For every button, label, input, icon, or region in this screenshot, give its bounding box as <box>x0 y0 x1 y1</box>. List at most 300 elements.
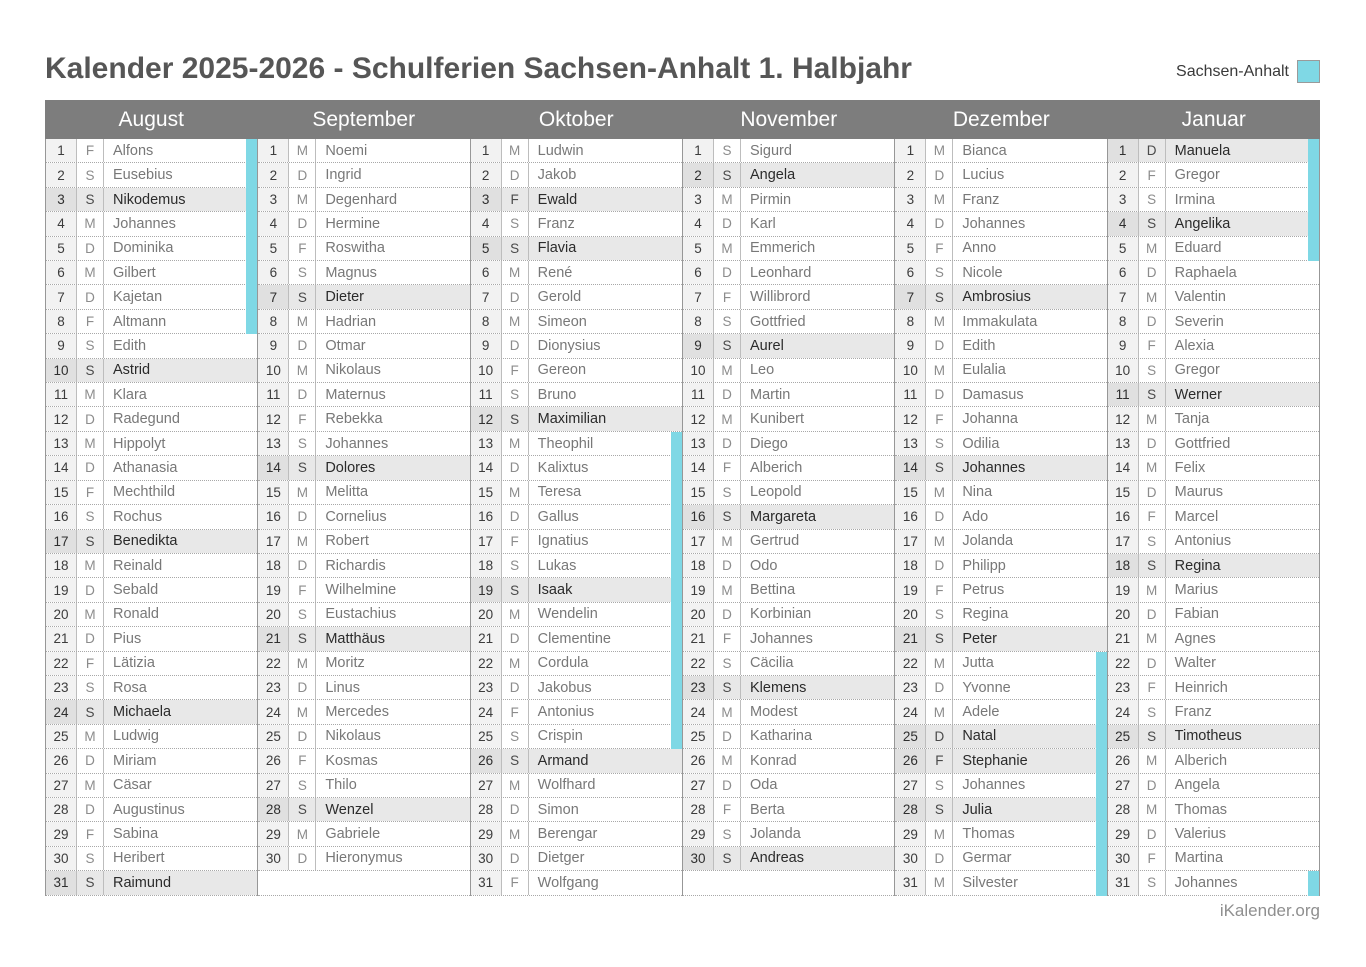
name-day-label: Agnes <box>1166 627 1319 650</box>
weekday-letter: D <box>77 578 104 601</box>
day-number: 7 <box>46 285 77 308</box>
day-number: 5 <box>683 237 714 260</box>
day-number: 29 <box>46 822 77 845</box>
weekday-letter: F <box>77 652 104 675</box>
name-day-label: Kosmas <box>316 749 469 772</box>
day-number: 18 <box>895 554 926 577</box>
weekday-letter: M <box>714 188 741 211</box>
day-number: 21 <box>683 627 714 650</box>
ferien-marker <box>1096 676 1107 700</box>
day-number: 3 <box>683 188 714 211</box>
day-number: 3 <box>1108 188 1139 211</box>
day-number: 28 <box>46 798 77 821</box>
weekday-letter: S <box>502 383 529 406</box>
weekday-letter: M <box>289 188 316 211</box>
day-row <box>683 407 894 431</box>
day-number: 29 <box>683 822 714 845</box>
day-row <box>471 481 682 505</box>
day-row <box>683 505 894 529</box>
name-day-label: Raphaela <box>1166 261 1319 284</box>
day-row <box>471 554 682 578</box>
day-row <box>895 627 1106 651</box>
day-row <box>1108 261 1319 285</box>
weekday-letter: M <box>1139 237 1166 260</box>
ferien-marker <box>1308 871 1319 895</box>
day-number: 8 <box>895 310 926 333</box>
ferien-marker <box>1308 163 1319 187</box>
name-day-label: Nikodemus <box>104 188 257 211</box>
day-row <box>895 676 1106 700</box>
day-number: 10 <box>683 359 714 382</box>
weekday-letter: S <box>1139 871 1166 894</box>
day-number: 6 <box>1108 261 1139 284</box>
weekday-letter: M <box>926 310 953 333</box>
day-number: 9 <box>471 334 502 357</box>
day-row <box>471 725 682 749</box>
day-row <box>46 334 257 358</box>
day-row <box>258 188 469 212</box>
day-row <box>471 334 682 358</box>
name-day-label: Martina <box>1166 847 1319 870</box>
day-number: 12 <box>895 407 926 430</box>
day-row <box>258 725 469 749</box>
name-day-label: Wilhelmine <box>316 578 469 601</box>
weekday-letter: D <box>926 676 953 699</box>
name-day-label: Matthäus <box>316 627 469 650</box>
day-number: 9 <box>895 334 926 357</box>
day-number: 29 <box>895 822 926 845</box>
day-number: 1 <box>683 139 714 162</box>
name-day-label: Kunibert <box>741 407 894 430</box>
weekday-letter: M <box>502 432 529 455</box>
weekday-letter: D <box>77 285 104 308</box>
day-row <box>1108 725 1319 749</box>
day-number: 7 <box>471 285 502 308</box>
weekday-letter: M <box>77 383 104 406</box>
name-day-label: Nikolaus <box>316 359 469 382</box>
day-number: 22 <box>46 652 77 675</box>
name-day-label: Valerius <box>1166 822 1319 845</box>
day-row <box>895 139 1106 163</box>
day-row <box>46 578 257 602</box>
weekday-letter: D <box>77 456 104 479</box>
name-day-label: Nicole <box>953 261 1106 284</box>
name-day-label: Korbinian <box>741 603 894 626</box>
name-day-label: Roswitha <box>316 237 469 260</box>
day-number: 21 <box>895 627 926 650</box>
day-number: 17 <box>1108 530 1139 553</box>
name-day-label: Karl <box>741 212 894 235</box>
day-row <box>1108 505 1319 529</box>
name-day-label: Wenzel <box>316 798 469 821</box>
name-day-label: Angelika <box>1166 212 1319 235</box>
name-day-label: Magnus <box>316 261 469 284</box>
weekday-letter: S <box>77 676 104 699</box>
day-number: 16 <box>683 505 714 528</box>
day-number: 27 <box>683 774 714 797</box>
day-number: 5 <box>895 237 926 260</box>
weekday-letter: S <box>1139 383 1166 406</box>
day-row <box>683 481 894 505</box>
name-day-label: Ronald <box>104 603 257 626</box>
name-day-label: Anno <box>953 237 1106 260</box>
day-number: 18 <box>683 554 714 577</box>
day-number: 20 <box>895 603 926 626</box>
day-number: 18 <box>1108 554 1139 577</box>
name-day-label: Regina <box>1166 554 1319 577</box>
weekday-letter: S <box>289 774 316 797</box>
ferien-marker <box>671 456 682 480</box>
weekday-letter: D <box>926 334 953 357</box>
ferien-marker <box>246 310 257 334</box>
weekday-letter: M <box>926 871 953 894</box>
month-header-august: August <box>118 107 184 131</box>
day-number: 25 <box>895 725 926 748</box>
day-number: 26 <box>46 749 77 772</box>
day-number: 3 <box>471 188 502 211</box>
day-row <box>46 481 257 505</box>
day-row <box>1108 676 1319 700</box>
weekday-letter: S <box>926 285 953 308</box>
name-day-label: Hieronymus <box>316 847 469 870</box>
name-day-label: Ludwig <box>104 725 257 748</box>
day-row <box>683 578 894 602</box>
day-row <box>258 432 469 456</box>
day-number: 9 <box>1108 334 1139 357</box>
day-row <box>258 822 469 846</box>
name-day-label: Antonius <box>1166 530 1319 553</box>
weekday-letter: D <box>502 334 529 357</box>
weekday-letter: S <box>714 652 741 675</box>
day-number: 20 <box>46 603 77 626</box>
day-row <box>895 725 1106 749</box>
day-number: 31 <box>471 871 502 894</box>
name-day-label: Irmina <box>1166 188 1319 211</box>
name-day-label: Dionysius <box>529 334 682 357</box>
day-number: 6 <box>683 261 714 284</box>
weekday-letter: S <box>77 871 104 894</box>
weekday-letter: F <box>926 407 953 430</box>
name-day-label: Cäsar <box>104 774 257 797</box>
name-day-label: Franz <box>953 188 1106 211</box>
day-number: 4 <box>46 212 77 235</box>
weekday-letter: D <box>502 798 529 821</box>
weekday-letter: D <box>714 603 741 626</box>
day-row <box>683 652 894 676</box>
day-row <box>895 798 1106 822</box>
weekday-letter: M <box>502 603 529 626</box>
day-row <box>683 237 894 261</box>
name-day-label: Isaak <box>529 578 682 601</box>
day-number: 25 <box>683 725 714 748</box>
weekday-letter: D <box>1139 432 1166 455</box>
weekday-letter: D <box>926 163 953 186</box>
day-number: 19 <box>46 578 77 601</box>
day-number: 10 <box>1108 359 1139 382</box>
weekday-letter: S <box>77 530 104 553</box>
calendar-grid <box>45 139 1320 896</box>
weekday-letter: D <box>714 725 741 748</box>
name-day-label: Angela <box>741 163 894 186</box>
name-day-label: Astrid <box>104 359 257 382</box>
name-day-label: Leonhard <box>741 261 894 284</box>
weekday-letter: D <box>289 334 316 357</box>
day-row <box>1108 749 1319 773</box>
day-row <box>46 139 257 163</box>
day-row <box>471 505 682 529</box>
day-number: 23 <box>46 676 77 699</box>
day-number: 5 <box>1108 237 1139 260</box>
day-row <box>1108 798 1319 822</box>
weekday-letter: S <box>289 432 316 455</box>
ferien-marker <box>246 212 257 236</box>
weekday-letter: M <box>502 774 529 797</box>
weekday-letter: F <box>714 285 741 308</box>
day-row <box>471 188 682 212</box>
weekday-letter: D <box>926 847 953 870</box>
day-number: 4 <box>258 212 289 235</box>
weekday-letter: D <box>77 407 104 430</box>
name-day-label: Dietger <box>529 847 682 870</box>
weekday-letter: M <box>77 725 104 748</box>
weekday-letter: S <box>502 554 529 577</box>
ferien-marker <box>1096 652 1107 676</box>
name-day-label: Ignatius <box>529 530 682 553</box>
name-day-label: Radegund <box>104 407 257 430</box>
ferien-marker <box>671 627 682 651</box>
weekday-letter: M <box>289 652 316 675</box>
day-number: 7 <box>683 285 714 308</box>
day-row <box>46 822 257 846</box>
name-day-label: Rochus <box>104 505 257 528</box>
day-row <box>471 432 682 456</box>
day-row <box>895 456 1106 480</box>
weekday-letter: D <box>1139 139 1166 162</box>
name-day-label: Athanasia <box>104 456 257 479</box>
day-number: 22 <box>895 652 926 675</box>
day-number: 17 <box>895 530 926 553</box>
day-number: 31 <box>1108 871 1139 894</box>
day-row <box>895 334 1106 358</box>
day-row <box>258 749 469 773</box>
name-day-label: Maternus <box>316 383 469 406</box>
weekday-letter: M <box>289 310 316 333</box>
weekday-letter: S <box>77 847 104 870</box>
day-row <box>895 432 1106 456</box>
weekday-letter: M <box>926 652 953 675</box>
weekday-letter: S <box>714 334 741 357</box>
day-number: 8 <box>471 310 502 333</box>
day-row <box>471 359 682 383</box>
ferien-marker <box>1308 188 1319 212</box>
day-number: 5 <box>258 237 289 260</box>
name-day-label: Angela <box>1166 774 1319 797</box>
name-day-label: Gertrud <box>741 530 894 553</box>
weekday-letter: M <box>714 749 741 772</box>
name-day-label: Ingrid <box>316 163 469 186</box>
day-number: 13 <box>46 432 77 455</box>
weekday-letter: S <box>289 627 316 650</box>
weekday-letter: M <box>502 261 529 284</box>
day-row <box>471 676 682 700</box>
name-day-label: Jakob <box>529 163 682 186</box>
day-number: 14 <box>471 456 502 479</box>
day-row <box>895 530 1106 554</box>
day-row <box>258 530 469 554</box>
day-row <box>1108 407 1319 431</box>
name-day-label: Melitta <box>316 481 469 504</box>
name-day-label: Germar <box>953 847 1106 870</box>
day-row <box>471 212 682 236</box>
weekday-letter: M <box>77 554 104 577</box>
ferien-marker <box>671 725 682 749</box>
name-day-label: Johannes <box>104 212 257 235</box>
name-day-label: Leo <box>741 359 894 382</box>
weekday-letter: F <box>1139 676 1166 699</box>
day-row <box>46 432 257 456</box>
day-row <box>1108 822 1319 846</box>
weekday-letter: M <box>77 212 104 235</box>
name-day-label: Moritz <box>316 652 469 675</box>
day-row <box>1108 554 1319 578</box>
name-day-label: Otmar <box>316 334 469 357</box>
weekday-letter: D <box>926 554 953 577</box>
ferien-marker <box>1096 822 1107 846</box>
name-day-label: Cordula <box>529 652 682 675</box>
day-number: 6 <box>258 261 289 284</box>
name-day-label: Silvester <box>953 871 1106 894</box>
weekday-letter: S <box>926 603 953 626</box>
ferien-marker <box>246 188 257 212</box>
name-day-label: Gerold <box>529 285 682 308</box>
name-day-label: Alfons <box>104 139 257 162</box>
name-day-label: Johannes <box>953 212 1106 235</box>
name-day-label: Johannes <box>316 432 469 455</box>
day-row <box>46 725 257 749</box>
name-day-label: Tanja <box>1166 407 1319 430</box>
weekday-letter: D <box>714 212 741 235</box>
name-day-label: Gottfried <box>741 310 894 333</box>
name-day-label: Odo <box>741 554 894 577</box>
day-row <box>895 212 1106 236</box>
weekday-letter: F <box>926 578 953 601</box>
day-number: 4 <box>1108 212 1139 235</box>
name-day-label: Simeon <box>529 310 682 333</box>
day-number: 26 <box>683 749 714 772</box>
weekday-letter: M <box>926 359 953 382</box>
weekday-letter: D <box>1139 261 1166 284</box>
weekday-letter: S <box>1139 554 1166 577</box>
day-row <box>683 627 894 651</box>
ferien-marker <box>1096 725 1107 749</box>
day-number: 16 <box>895 505 926 528</box>
name-day-label: Robert <box>316 530 469 553</box>
day-number: 25 <box>46 725 77 748</box>
weekday-letter: D <box>926 383 953 406</box>
weekday-letter: D <box>77 749 104 772</box>
day-number: 23 <box>895 676 926 699</box>
day-row <box>683 310 894 334</box>
day-row <box>683 432 894 456</box>
name-day-label: Gilbert <box>104 261 257 284</box>
day-row <box>683 456 894 480</box>
weekday-letter: S <box>77 334 104 357</box>
day-row <box>895 749 1106 773</box>
weekday-letter: D <box>502 285 529 308</box>
name-day-label: Marius <box>1166 578 1319 601</box>
weekday-letter: M <box>77 432 104 455</box>
name-day-label: Petrus <box>953 578 1106 601</box>
weekday-letter: M <box>502 652 529 675</box>
name-day-label: Mercedes <box>316 700 469 723</box>
weekday-letter: M <box>714 407 741 430</box>
day-number: 1 <box>258 139 289 162</box>
name-day-label: Dolores <box>316 456 469 479</box>
day-row <box>258 627 469 651</box>
day-number: 27 <box>46 774 77 797</box>
weekday-letter: F <box>502 359 529 382</box>
weekday-letter: D <box>502 847 529 870</box>
day-row <box>258 212 469 236</box>
name-day-label: Immakulata <box>953 310 1106 333</box>
weekday-letter: M <box>289 700 316 723</box>
day-row <box>895 163 1106 187</box>
name-day-label: Eusebius <box>104 163 257 186</box>
weekday-letter: S <box>289 798 316 821</box>
day-number: 18 <box>46 554 77 577</box>
ferien-marker <box>1096 700 1107 724</box>
day-row <box>46 530 257 554</box>
day-row <box>258 554 469 578</box>
day-row <box>471 530 682 554</box>
weekday-letter: M <box>502 139 529 162</box>
day-row <box>895 359 1106 383</box>
name-day-label: Walter <box>1166 652 1319 675</box>
weekday-letter: S <box>289 261 316 284</box>
day-row <box>258 798 469 822</box>
name-day-label: Teresa <box>529 481 682 504</box>
day-number: 23 <box>258 676 289 699</box>
day-row <box>258 359 469 383</box>
weekday-letter: F <box>1139 847 1166 870</box>
day-row <box>683 774 894 798</box>
empty-day-slot <box>258 871 469 895</box>
day-row <box>1108 700 1319 724</box>
day-number: 2 <box>683 163 714 186</box>
day-row <box>683 798 894 822</box>
day-row <box>471 163 682 187</box>
name-day-label: Eduard <box>1166 237 1319 260</box>
day-number: 9 <box>258 334 289 357</box>
footer-link[interactable]: iKalender.org <box>1219 901 1320 920</box>
name-day-label: Julia <box>953 798 1106 821</box>
day-number: 7 <box>258 285 289 308</box>
day-row <box>258 578 469 602</box>
day-row <box>1108 774 1319 798</box>
month-header-dezember: Dezember <box>952 107 1050 131</box>
name-day-label: Lätizia <box>104 652 257 675</box>
weekday-letter: F <box>502 700 529 723</box>
name-day-label: Klemens <box>741 676 894 699</box>
day-row <box>46 407 257 431</box>
weekday-letter: M <box>926 188 953 211</box>
weekday-letter: S <box>289 285 316 308</box>
calendar-table <box>45 100 1320 896</box>
day-number: 23 <box>683 676 714 699</box>
day-row <box>258 139 469 163</box>
weekday-letter: F <box>1139 334 1166 357</box>
name-day-label: Rosa <box>104 676 257 699</box>
